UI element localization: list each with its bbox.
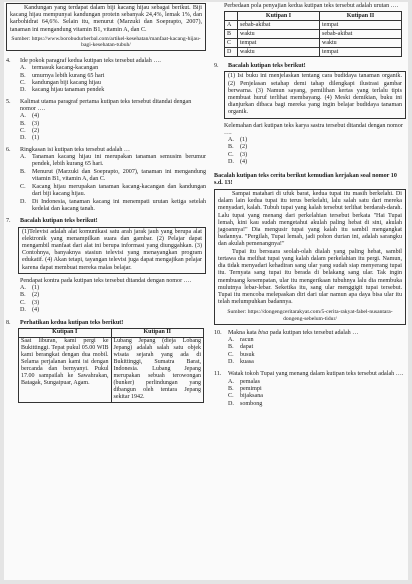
table-row — [19, 337, 204, 402]
question-heading: Perhatikan kedua kutipan teks berikut! — [20, 319, 124, 326]
option-text: (2) — [32, 128, 40, 135]
stem-text: Makna kata — [228, 329, 259, 336]
question-number: 11. — [214, 371, 222, 378]
stem-italic-word: bisa — [258, 329, 269, 336]
option-b[interactable] — [6, 73, 206, 80]
option-d[interactable] — [214, 401, 406, 408]
option-text: (4) — [32, 113, 40, 120]
option-b[interactable] — [214, 386, 406, 393]
q9-options — [214, 137, 406, 167]
option-letter: D. — [20, 87, 26, 94]
question-5 — [6, 99, 206, 113]
question-heading: Bacalah kutipan teks berikut! — [20, 218, 98, 225]
question-7 — [6, 218, 206, 225]
question-4 — [6, 58, 206, 65]
option-letter: A. — [228, 137, 234, 144]
exam-page — [4, 2, 408, 580]
question-9 — [214, 63, 406, 70]
table-cell: Saat liburan, kami pergi ke Bukittinggi. Tepat pukul 05.00 WIB kami berangkat dengan dua mobil. Selama perjalanan kami isi dengan bercanda dan bernyanyi. Pukul 17.00 sampailah ke Sawahrakan, Batagak, Sungaipuar, Agam. — [19, 337, 112, 402]
table-header: Kutipan II — [320, 12, 402, 21]
table-cell: D — [225, 48, 238, 57]
option-c[interactable] — [214, 393, 406, 400]
question-number: 10. — [214, 329, 222, 336]
table-row[interactable] — [225, 21, 402, 30]
option-letter: D. — [20, 135, 26, 142]
option-text: dapat — [240, 344, 254, 351]
q8-answer-table — [224, 11, 402, 57]
option-letter: D. — [20, 198, 26, 205]
question-number: 7. — [6, 218, 11, 225]
option-letter: C. — [20, 183, 26, 190]
option-b[interactable] — [6, 121, 206, 128]
option-text: (1) — [32, 284, 40, 291]
option-b[interactable] — [214, 344, 406, 351]
option-text: (1) — [32, 135, 40, 142]
table-cell: Lubang Jepang (dieja Lobang Jepang) adalah salah satu objek wisata sejarah yang ada di Bukittinggi, Sumatra Barat, Indonesia. Lubang Jepang merupakan sebuah terowongan (bunker) perlindungan yang dibangun oleh tentara Jepang sekitar 1942. — [111, 337, 204, 402]
option-a[interactable] — [6, 113, 206, 120]
table-header: Kutipan II — [111, 328, 204, 337]
question-stem: Kalimat utama paragraf pertama kutipan teks tersebut ditandai dengan nomor …. — [20, 98, 192, 113]
option-letter: A. — [20, 154, 26, 161]
question-stem — [228, 330, 406, 337]
option-letter: A. — [20, 65, 26, 72]
table-row[interactable] — [225, 48, 402, 57]
left-column — [6, 2, 206, 403]
option-letter: A. — [20, 284, 26, 291]
question-10 — [214, 330, 406, 337]
option-letter: C. — [20, 80, 26, 87]
option-b[interactable] — [6, 292, 206, 299]
q9-passage-box — [224, 71, 406, 118]
option-a[interactable] — [214, 337, 406, 344]
option-letter: B. — [20, 120, 26, 127]
option-text: racun — [240, 336, 254, 343]
right-column — [214, 2, 406, 408]
option-text: (4) — [240, 159, 248, 166]
option-letter: B. — [20, 72, 26, 79]
option-d[interactable] — [214, 159, 406, 166]
option-text: kandungan biji kacang hijau — [32, 80, 101, 87]
intro-passage-box — [6, 3, 206, 51]
table-cell: waktu — [238, 30, 320, 39]
option-a[interactable] — [6, 154, 206, 169]
table-header-row — [225, 12, 402, 21]
option-letter: A. — [228, 378, 234, 385]
table-cell: sebab-akibat — [320, 30, 402, 39]
q8-passage-table — [18, 328, 204, 403]
option-d[interactable] — [214, 359, 406, 366]
option-letter: A. — [20, 113, 26, 120]
option-text: bijaksana — [240, 393, 264, 400]
question-number: 6. — [6, 146, 11, 153]
option-letter: B. — [228, 144, 234, 151]
table-header — [225, 12, 238, 21]
story-paragraph-2: Tupai itu bersuara seolah-olah dialah yang paling hebat, sambil tertawa dia melihat tupai yang kalah dalam perkelahian itu pergi. Namun, dia tidak menyadari kehadiran sang ular yang sudah siap menyerang tupai itu. Ternyata sang tupai itu berada di belakang sang ular. Tak ingin membuang kesempatan, ular itu mengerikaan tubuhnya lalu dia membuka mulutnya lebar-lebar. Seketika itu, sang ular menggigit tupai tersebut. Tupai itu mencoba melepaskan diri dari ular namun apa daya bisa ular itu telah melumpuhkan badannya. — [218, 248, 402, 306]
table-header-row — [19, 328, 204, 337]
option-c[interactable] — [6, 80, 206, 87]
table-row[interactable] — [225, 39, 402, 48]
option-letter: B. — [228, 385, 234, 392]
question-8 — [6, 320, 206, 327]
option-text: (1) — [240, 137, 248, 144]
table-cell: A — [225, 21, 238, 30]
q8-continued-stem: Perbedaan pola penyajian kedua kutipan teks tersebut adalah urutan …. — [224, 3, 399, 9]
option-letter: C. — [228, 351, 234, 358]
option-letter: D. — [228, 400, 234, 407]
table-cell: sebab-akibat — [238, 21, 320, 30]
option-text: kuasa — [240, 358, 254, 365]
question-number: 4. — [6, 58, 11, 64]
option-text: umurnya lebih kurang 65 hari — [32, 72, 105, 79]
option-text: (2) — [240, 144, 248, 151]
option-d[interactable] — [6, 135, 206, 142]
option-text: (3) — [240, 151, 248, 158]
option-d[interactable] — [6, 199, 206, 214]
option-b[interactable] — [214, 144, 406, 151]
table-cell: C — [225, 39, 238, 48]
option-text: (3) — [32, 299, 40, 306]
q10-options — [214, 337, 406, 367]
option-letter: D. — [20, 307, 26, 314]
story-passage-box — [214, 189, 406, 324]
table-cell: waktu — [320, 39, 402, 48]
question-6 — [6, 147, 206, 154]
question-number: 5. — [6, 98, 11, 105]
question-stem: Ide pokok paragraf kedua kutipan teks tersebut adalah …. — [20, 58, 161, 64]
option-d[interactable] — [6, 87, 206, 94]
option-text: (4) — [32, 307, 40, 314]
option-letter: C. — [228, 393, 234, 400]
question-stem: Watak tokoh Tupai yang menang dalam kutipan teks tersebut adalah …. — [228, 371, 404, 378]
option-text: Kacang hijau merupakan tanaman kacang-kacangan dan kandungan dari biji kacang hijau. — [32, 183, 206, 198]
option-b[interactable] — [6, 169, 206, 184]
story-heading: Bacalah kutipan teks cerita berikut kemudian kerjakan soal nomor 10 s.d. 13! — [214, 172, 397, 186]
option-letter: D. — [228, 358, 234, 365]
q9-passage-text: (1) Isi buku ini menjelaskan tentang cara budidaya tanaman organik. (2) Penjelasan setahap demi tahap dilengkapi ilustrasi gambar berwarna. (3) Namun sayang, pemilihan kertas yang terlalu tipis membuat huruf terlihat membayang. (4) Meski demikian, buku ini dianjurkan dibaca bagi mereka yang ingin belajar budidaya tanaman organik. — [228, 73, 402, 116]
q9-stem: Kelemahan dari kutipan teks karya sastra tersebut ditandai dengan nomor …. — [224, 122, 403, 136]
table-cell: tempat — [320, 48, 402, 57]
option-text: sombong — [240, 400, 263, 407]
q7-passage-text: (1)Televisi adalah alat komunikasi satu arah jarak jauh yang berupa alat elektronik yang menampilkan suara dan gambar. (2) Pelajar dapat mengambil manfaat dari alat ini berupa informasi yang diunggahkan. (3) Contohnya, banyaknya stasiun televisi yang menayangkan program edukatif. (4) Akan tetapi, tayangan televisi juga dapat mengajikan pelajar karena dapat membuat mereka malas belajar. — [22, 228, 202, 271]
intro-passage-text: Kandungan yang terdapat dalam biji kacang hijau sebagai berikut. Biji kacang hijau mempunyai kandungan protein sebanyak 24,4%, lemak 1%, dan karbohidrat 64,6%. Selain itu, menurut (Marzuki dan Soeprapto, 2007), tanaman ini mengandung vitamin B1, vitamin A, dan C. — [10, 5, 202, 33]
table-cell: tempat — [320, 21, 402, 30]
question-number: 8. — [6, 319, 11, 326]
option-letter: D. — [228, 159, 234, 166]
option-letter: B. — [20, 168, 26, 175]
option-a[interactable] — [214, 379, 406, 386]
question-stem: Ringkasan isi kutipan teks tersebut adalah … — [20, 146, 131, 153]
option-text: kacang hijau tanaman pendek — [32, 87, 105, 94]
option-letter: C. — [228, 151, 234, 158]
q7-options — [6, 285, 206, 315]
q5-options — [6, 113, 206, 143]
option-d[interactable] — [6, 307, 206, 314]
option-c[interactable] — [214, 352, 406, 359]
option-letter: C. — [20, 128, 26, 135]
option-letter: B. — [228, 344, 234, 351]
option-text: (2) — [32, 292, 40, 299]
option-text: termasuk kacang-kacangan — [32, 65, 99, 72]
option-letter: B. — [20, 292, 26, 299]
q6-options — [6, 154, 206, 213]
q11-options — [214, 379, 406, 409]
intro-source: Sumber: https://www.borobudurherbal.com/artikel-kesehatan/manfaat-kacang-hijau-bagi-kesehatan-tubuh/ — [11, 35, 201, 49]
q4-options — [6, 65, 206, 95]
story-source: Sumber: https://dongengceritarakyat.com/5-cerita-rakyat-fabel-nusantara-dongeng-sebelum-tidur/ — [227, 309, 393, 322]
q7-stem: Pendapat kontra pada kutipan teks tersebut ditandai dengan nomor …. — [20, 277, 192, 284]
option-text: Di Indonesia, tanaman kacang ini menempati urutan ketiga setelah kedelai dan kacang tanah. — [32, 198, 206, 212]
question-number: 9. — [214, 63, 219, 70]
option-text: (3) — [32, 120, 40, 127]
option-text: pemalas — [240, 378, 260, 385]
q7-passage-box — [18, 227, 206, 274]
option-letter: A. — [228, 336, 234, 343]
option-text: pemimpi — [240, 385, 262, 392]
stem-text: pada kutipan teks tersebut adalah … — [268, 329, 359, 336]
table-header: Kutipan I — [19, 328, 112, 337]
question-heading: Bacalah kutipan teks berikut! — [228, 63, 306, 70]
question-11 — [214, 371, 406, 378]
option-c[interactable] — [6, 184, 206, 199]
option-text: Menurut (Marzuki dan Soeprapto, 2007), tanaman ini mengandung vitamin B1, vitamin A, dan C. — [32, 168, 206, 183]
option-a[interactable] — [6, 65, 206, 72]
option-text: busuk — [240, 351, 255, 358]
table-header: Kutipan I — [238, 12, 320, 21]
table-cell: waktu — [238, 48, 320, 57]
table-cell: B — [225, 30, 238, 39]
option-letter: C. — [20, 299, 26, 306]
story-paragraph-1: Sampai matahari di ufuk barat, kedua tupai itu masih berkelahi. Di dalam lain kedua tupai itu terus berkelahi, lalu salah satu dari mereka menyadari, kalah. Tubuh tupai yang kalah tersebut terlihat berdarah-darah. Lalu tupai yang menang dari perkelahian tersebut berkata "Hai Tupai lemah, kini kau sudah mengetahui akulah paling hebat di sini, akulah jagoannya!" Dia mengusir tupai yang kalah itu sambil mengangkat badannya. "Pergilah, Tupai lemah, jadi pohon durian ini, adalah sarangku dan akulah pemenangnya!" — [218, 191, 402, 248]
table-cell: tempat — [238, 39, 320, 48]
option-text: Tanaman kacang hijau ini merupakan tanaman semusim berumur pendek, lebih kurang 65 hari. — [32, 154, 206, 168]
table-row[interactable] — [225, 30, 402, 39]
